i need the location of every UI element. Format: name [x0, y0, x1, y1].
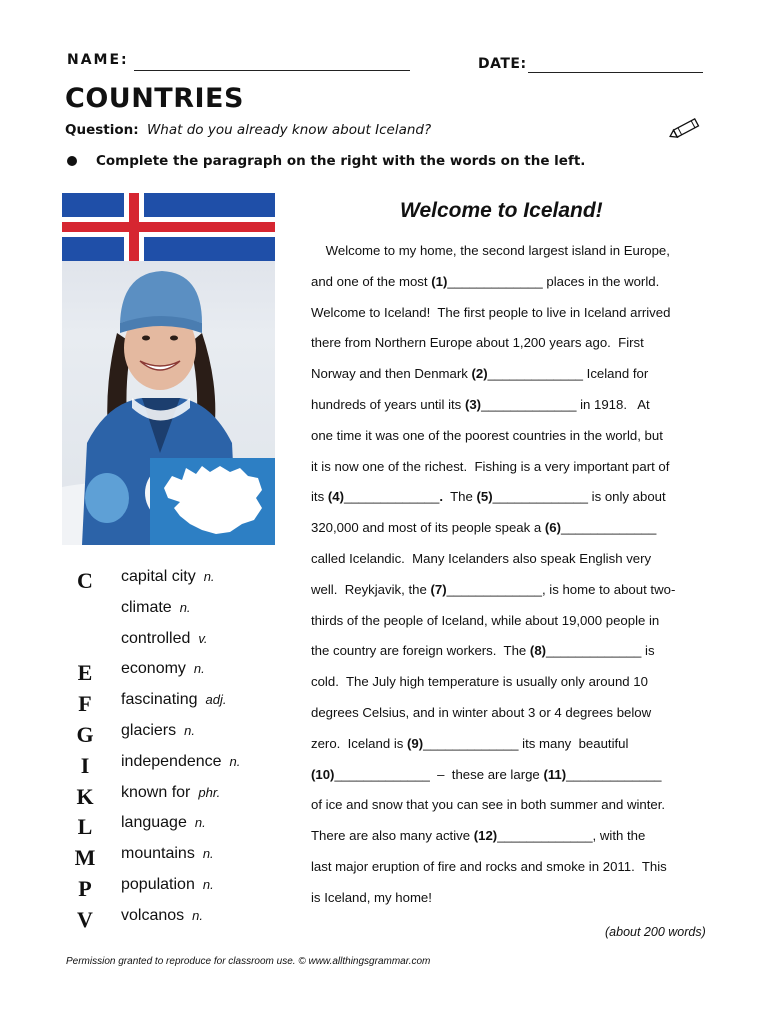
word-bank-letter: M	[74, 845, 96, 871]
date-label: DATE:	[478, 56, 527, 72]
blank-number: .	[439, 489, 444, 505]
paragraph-line	[311, 551, 651, 566]
paragraph-line	[311, 859, 667, 874]
fill-blank[interactable]: _____________ – these are large	[334, 766, 544, 782]
paragraph-line	[311, 489, 666, 504]
blank-number: (12)	[473, 828, 498, 844]
paragraph-line	[311, 243, 670, 258]
paragraph-text: zero. Iceland is	[311, 735, 408, 751]
paragraph-line	[311, 705, 651, 720]
part-of-speech: n.	[229, 753, 241, 769]
word-bank-word	[121, 691, 226, 709]
iceland-flag	[62, 193, 275, 261]
iceland-map	[150, 458, 275, 545]
word-text: capital city	[121, 568, 196, 585]
paragraph-line	[311, 828, 645, 843]
word-text: language	[121, 814, 187, 832]
word-bank-letter: V	[77, 906, 93, 932]
blank-number: (2)	[471, 366, 488, 382]
word-text: independence	[121, 752, 222, 770]
word-text: fascinating	[121, 691, 198, 709]
paragraph-text: 320,000 and most of its people speak a	[311, 520, 545, 536]
paragraph-text: one time it was one of the poorest countries in the world, but	[311, 427, 663, 443]
paragraph-text: of ice and snow that you can see in both summer and winter.	[311, 797, 666, 813]
paragraph-text: Norway and then Denmark	[311, 366, 472, 382]
name-line[interactable]	[134, 70, 410, 71]
word-bank-word	[121, 599, 191, 617]
paragraph-line	[311, 890, 432, 905]
part-of-speech: adj.	[205, 692, 227, 708]
paragraph-text: degrees Celsius, and in winter about 3 or 4 degrees below	[311, 705, 652, 720]
word-bank-word	[121, 814, 206, 832]
word-text: known for	[121, 783, 191, 801]
paragraph-text: hundreds of years until its	[311, 397, 465, 412]
word-bank-letter: E	[77, 660, 93, 686]
paragraph-line	[311, 459, 669, 474]
name-label: NAME:	[67, 52, 129, 68]
blank-number: (8)	[529, 643, 547, 659]
paragraph-line	[311, 335, 644, 350]
word-bank-word	[121, 845, 214, 863]
part-of-speech: n.	[203, 569, 215, 584]
word-bank-word	[121, 753, 240, 771]
paragraph-text: the country are foreign workers. The	[311, 643, 530, 659]
fill-blank[interactable]: _____________	[343, 489, 440, 505]
word-text: volcanos	[121, 906, 185, 924]
paragraph-line	[311, 674, 648, 689]
paragraph-line	[311, 274, 659, 289]
blank-number: (4)	[327, 489, 344, 505]
paragraph-line	[311, 366, 648, 381]
word-bank-word	[121, 660, 205, 678]
word-bank-word	[121, 568, 215, 586]
word-count: (about 200 words)	[605, 925, 706, 939]
paragraph-line	[311, 643, 655, 658]
paragraph-text: Welcome to my home, the second largest island in Europe,	[311, 243, 670, 258]
fill-blank[interactable]: _____________ its many beautiful	[423, 735, 629, 751]
blank-number: (9)	[407, 735, 424, 751]
paragraph-line	[311, 736, 628, 751]
paragraph-text: its	[311, 489, 328, 505]
word-bank-letter: L	[77, 814, 93, 840]
blank-number: (7)	[430, 581, 447, 597]
fill-blank[interactable]: _____________	[566, 766, 662, 782]
paragraph-text: thirds of the people of Iceland, while about 19,000 people in	[311, 612, 660, 628]
word-bank-word	[121, 907, 203, 925]
page-title: COUNTRIES	[65, 83, 244, 114]
word-bank-letter: I	[80, 752, 90, 778]
part-of-speech: n.	[202, 877, 214, 892]
blank-number: (11)	[543, 766, 567, 782]
fill-blank[interactable]: _____________ Iceland for	[487, 366, 649, 382]
word-bank-word	[121, 722, 195, 740]
paragraph-text: and one of the most	[311, 273, 432, 289]
fill-blank[interactable]: _____________ is	[546, 643, 655, 659]
part-of-speech: n.	[202, 846, 214, 862]
word-text: mountains	[121, 845, 195, 863]
part-of-speech: n.	[184, 723, 195, 738]
word-bank-letter: K	[76, 783, 94, 809]
word-bank-word	[121, 784, 220, 802]
fill-blank[interactable]: _____________ places in the world.	[447, 273, 660, 289]
part-of-speech: n.	[179, 599, 191, 615]
paragraph-line	[311, 582, 675, 597]
blank-number: (3)	[464, 397, 482, 412]
date-line[interactable]	[528, 72, 703, 73]
paragraph-text: there from Northern Europe about 1,200 years ago. First	[311, 335, 644, 351]
paragraph-text: There are also many active	[311, 828, 474, 844]
fill-blank[interactable]: _____________	[561, 520, 657, 536]
instruction: Complete the paragraph on the right with the words on the left.	[96, 153, 586, 169]
word-bank-letter: F	[78, 691, 92, 717]
word-text: glaciers	[121, 722, 177, 739]
fill-blank[interactable]: _____________, is home to about two-	[446, 581, 676, 597]
paragraph-text: called Icelandic. Many Icelanders also speak English very	[311, 551, 652, 566]
paragraph-line	[311, 520, 656, 535]
paragraph-line	[311, 428, 663, 443]
fill-blank[interactable]: _____________ is only about	[492, 489, 666, 505]
paragraph-text: Welcome to Iceland! The first people to live in Iceland arrived	[311, 304, 671, 320]
footer: Permission granted to reproduce for classroom use. © www.allthingsgrammar.com	[66, 956, 431, 967]
word-bank-word	[121, 630, 208, 648]
part-of-speech: n.	[194, 815, 206, 831]
reading-heading: Welcome to Iceland!	[400, 199, 603, 222]
blank-number: (1)	[431, 273, 448, 289]
paragraph-line	[311, 613, 659, 628]
word-bank-letter: C	[77, 568, 93, 593]
paragraph-text: it is now one of the richest. Fishing is a very important part of	[311, 458, 670, 474]
word-text: climate	[121, 598, 172, 616]
word-bank-letter: G	[76, 722, 94, 747]
question	[65, 122, 431, 138]
blank-number: (6)	[544, 520, 561, 536]
part-of-speech: phr.	[198, 784, 221, 800]
word-text: population	[121, 876, 195, 893]
paragraph-text: The	[443, 489, 477, 505]
paragraph-line	[311, 797, 665, 812]
blank-number: (10)	[311, 766, 335, 782]
word-text: economy	[121, 660, 186, 678]
paragraph-text: cold. The July high temperature is usually only around 10	[311, 674, 648, 690]
question-label: Question:	[65, 122, 139, 138]
fill-blank[interactable]: _____________ in 1918. At	[481, 397, 650, 412]
word-text: controlled	[121, 629, 191, 647]
iceland-photo	[62, 193, 275, 545]
fill-blank[interactable]: _____________, with the	[497, 828, 646, 844]
word-bank-word	[121, 876, 214, 894]
paragraph-line	[311, 305, 670, 320]
part-of-speech: n.	[193, 661, 205, 677]
part-of-speech: v.	[198, 630, 208, 646]
paragraph-line	[311, 767, 662, 782]
pencil-icon	[668, 115, 704, 141]
bullet	[67, 156, 77, 166]
paragraph-text: is Iceland, my home!	[311, 889, 432, 905]
paragraph-text: well. Reykjavik, the	[311, 581, 431, 597]
blank-number: (5)	[476, 489, 493, 505]
part-of-speech: n.	[192, 907, 203, 923]
question-text: What do you already know about Iceland?	[146, 122, 432, 138]
paragraph-line	[311, 397, 650, 412]
paragraph-text: last major eruption of fire and rocks and smoke in 2011. This	[311, 859, 667, 874]
word-bank-letter: P	[78, 876, 92, 901]
